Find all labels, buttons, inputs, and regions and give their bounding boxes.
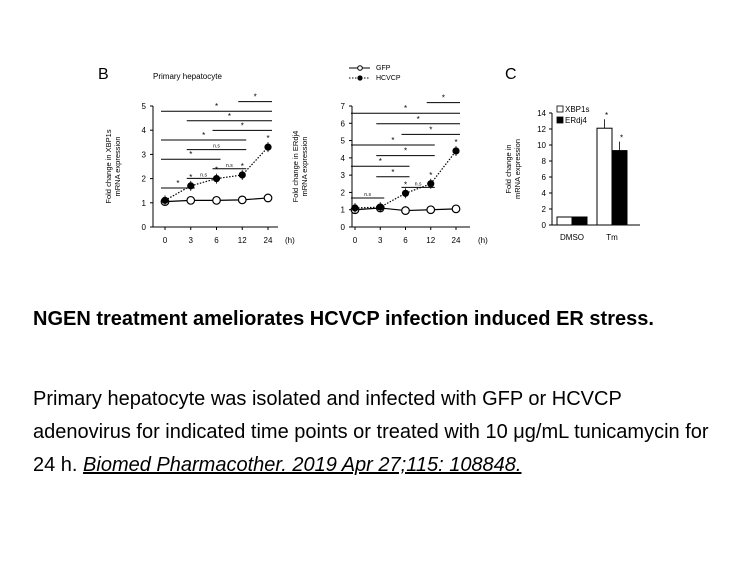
y-tick-label: 4 [340,153,345,163]
citation-link[interactable]: Biomed Pharmacother. 2019 Apr 27;115: 108848. [83,454,522,476]
point-significance: * [214,165,219,175]
y-tick-label: 2 [141,174,146,184]
significance-label: * [429,125,433,135]
bar-xbp1s [557,217,572,225]
significance-label: n.s [213,143,220,150]
significance-label: * [403,146,408,156]
y-tick-label: 5 [141,102,146,111]
bar-erdj4 [612,151,627,225]
legend-hcvcp-marker [357,75,362,80]
point-significance: * [403,180,408,190]
legend-label-xbp1s: XBP1s [565,105,590,114]
y-tick-label: 4 [141,126,146,136]
x-tick-label: 3 [378,236,383,245]
chart-erdj4-timecourse [291,94,488,245]
significance-label: * [253,92,257,102]
significance-label: * [227,111,231,121]
significance-label: * [189,150,193,160]
y-tick-label: 7 [340,102,345,111]
panel-title: Primary hepatocyte [153,72,222,81]
bar-significance: * [619,133,624,143]
y-axis-label: mRNA expression [300,136,309,197]
data-point-gfp [427,206,435,214]
significance-label: * [391,136,395,145]
significance-label: n.s [414,181,422,188]
significance-label: n.s [226,162,233,169]
x-tick-label: 3 [188,236,193,245]
data-point-gfp [187,197,195,205]
data-point-gfp [264,194,272,202]
significance-label: n.s [364,192,371,198]
significance-label: n.s [200,172,207,179]
data-point-hcvcp [452,147,459,154]
y-tick-label: 0 [141,223,146,232]
x-tick-label: 12 [426,236,436,245]
y-tick-label: 0 [340,223,345,232]
y-tick-label: 3 [340,171,345,181]
bar-significance: * [604,111,609,121]
point-significance: * [429,170,433,180]
x-tick-label: 24 [451,236,461,245]
y-tick-label: 6 [541,173,546,182]
y-tick-label: 1 [340,205,345,215]
legend-hcvcp-label: HCVCP [376,75,401,82]
y-axis-label: mRNA expression [513,138,522,200]
significance-label: * [416,114,420,124]
x-axis-label: (h) [478,236,488,245]
y-axis-label: Fold change in [504,144,513,194]
legend-label-erdj4: ERdj4 [565,116,587,125]
significance-label: * [403,104,408,114]
caption-title: NGEN treatment ameliorates HCVCP infection induced ER stress. [33,308,654,330]
chart-tm-bars [504,105,640,242]
data-point-gfp [402,207,410,215]
y-tick-label: 4 [541,189,546,198]
y-tick-label: 12 [537,125,546,134]
y-tick-label: 10 [537,141,546,150]
significance-label: * [441,93,445,103]
y-tick-label: 6 [340,119,345,129]
legend-swatch-xbp1s [557,106,563,112]
point-significance: * [266,134,270,144]
data-point-hcvcp [427,180,434,187]
x-axis-label: (h) [285,236,295,245]
point-significance: * [189,172,193,182]
significance-label: * [391,167,395,177]
bar-erdj4 [572,217,587,225]
legend-swatch-erdj4 [557,117,563,123]
x-tick-label: 0 [162,236,168,245]
data-point-gfp [238,196,246,204]
x-tick-label: Tm [606,233,618,242]
data-point-gfp [213,197,221,205]
caption-text: Primary hepatocyte was isolated and infected with GFP or HCVCP adenovirus for indicated time points or treated with 10 μg/mL tunicamycin for 24 h. [33,388,709,476]
data-point-hcvcp [351,204,358,211]
x-tick-label: 6 [214,236,219,245]
y-tick-label: 3 [141,150,146,160]
x-tick-label: DMSO [560,233,584,242]
x-tick-label: 6 [403,236,408,245]
y-tick-label: 8 [541,157,546,166]
panel-letter-b: B [98,66,109,83]
panel-letter-c: C [505,66,517,83]
point-significance: * [454,137,458,147]
x-tick-label: 0 [352,236,358,245]
significance-label: * [202,131,206,140]
chart-xbp1s-timecourse [104,93,295,245]
data-point-gfp [452,205,460,213]
significance-label: * [240,121,244,131]
bar-xbp1s [597,128,612,225]
y-tick-label: 2 [340,188,345,198]
legend [349,65,401,82]
y-axis-label: Fold change in XBP1s [104,129,113,204]
significance-label: * [214,102,219,112]
x-tick-label: 24 [263,236,273,245]
data-point-hcvcp [402,190,409,197]
legend-gfp-label: GFP [376,65,391,72]
y-axis-label: Fold change in ERdj4 [291,130,300,203]
data-point-hcvcp [239,171,246,178]
significance-label: * [378,157,382,167]
data-point-hcvcp [161,197,168,204]
y-tick-label: 0 [541,221,546,230]
point-significance: * [240,161,244,171]
legend-gfp-marker [358,66,363,71]
y-axis-label: mRNA expression [113,136,122,197]
y-tick-label: 2 [541,205,546,214]
y-tick-label: 5 [340,136,345,146]
y-tick-label: 14 [537,109,546,118]
significance-label: * [176,179,180,188]
y-tick-label: 1 [141,198,146,208]
data-point-hcvcp [264,144,271,151]
x-tick-label: 12 [237,236,247,245]
caption-body [33,383,723,482]
data-point-hcvcp [377,204,384,211]
